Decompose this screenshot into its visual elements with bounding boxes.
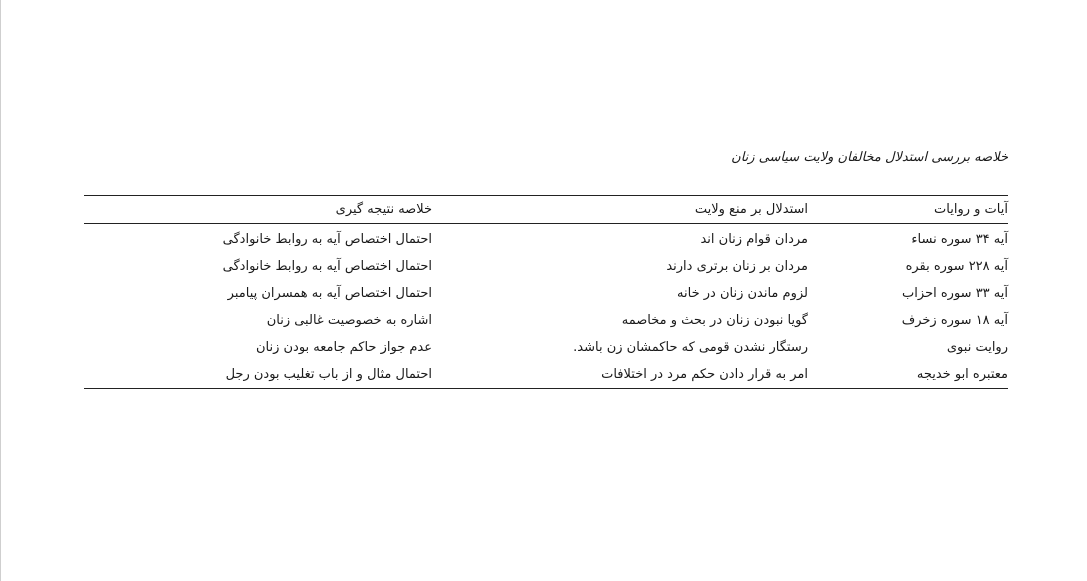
- header-argument: استدلال بر منع ولایت: [694, 202, 808, 217]
- cell-conclusion: احتمال اختصاص آیه به روابط خانوادگی: [222, 259, 432, 274]
- cell-conclusion: عدم جواز حاکم جامعه بودن زنان: [255, 340, 432, 355]
- cell-argument: رستگار نشدن قومی که حاکمشان زن باشد.: [573, 340, 808, 355]
- table-header-row: [84, 196, 1008, 223]
- cell-verse: آیه ۱۸ سوره زخرف: [901, 313, 1008, 328]
- table-bottom-rule: [84, 388, 1008, 389]
- table-row: [84, 253, 1008, 280]
- cell-argument: مردان قوام زنان اند: [700, 232, 808, 247]
- page-left-border: [0, 0, 1, 581]
- table-header-rule: [84, 223, 1008, 224]
- cell-conclusion: احتمال مثال و از باب تغلیب بودن رجل: [225, 367, 432, 382]
- table-row: [84, 226, 1008, 253]
- table-row: [84, 361, 1008, 388]
- cell-conclusion: احتمال اختصاص آیه به روابط خانوادگی: [222, 232, 432, 247]
- table-row: [84, 307, 1008, 334]
- cell-conclusion: اشاره به خصوصیت غالبی زنان: [266, 313, 432, 328]
- header-verses: آیات و روایات: [934, 202, 1008, 217]
- cell-verse: معتبره ابو خدیجه: [916, 367, 1008, 382]
- header-conclusion: خلاصه نتیجه گیری: [335, 202, 432, 217]
- cell-argument: امر به قرار دادن حکم مرد در اختلافات: [601, 367, 808, 382]
- cell-verse: آیه ۲۲۸ سوره بقره: [905, 259, 1008, 274]
- table-row: [84, 280, 1008, 307]
- summary-table: [84, 195, 1008, 389]
- cell-verse: آیه ۳۳ سوره احزاب: [902, 286, 1008, 301]
- cell-argument: مردان بر زنان برتری دارند: [666, 259, 808, 274]
- cell-verse: آیه ۳۴ سوره نساء: [911, 232, 1008, 247]
- table-caption: خلاصه بررسی استدلال مخالفان ولایت سیاسی زنان: [731, 150, 1008, 165]
- cell-argument: گویا نبودن زنان در بحث و مخاصمه: [621, 313, 808, 328]
- cell-argument: لزوم ماندن زنان در خانه: [677, 286, 808, 301]
- cell-verse: روایت نبوی: [946, 340, 1008, 355]
- table-row: [84, 334, 1008, 361]
- cell-conclusion: احتمال اختصاص آیه به همسران پیامبر: [227, 286, 432, 301]
